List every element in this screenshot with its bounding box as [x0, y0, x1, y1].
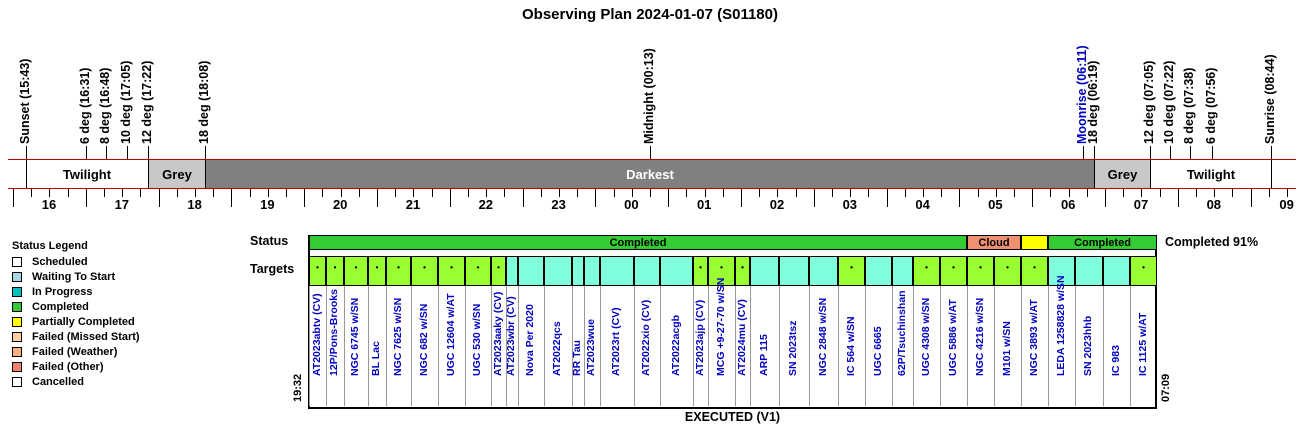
minute-tick — [504, 189, 505, 197]
target-divider — [1103, 286, 1104, 406]
target-cell[interactable] — [386, 256, 411, 286]
target-status-mark: • — [1006, 263, 1009, 272]
start-time: 19:32 — [292, 373, 304, 402]
target-status-mark: • — [952, 263, 955, 272]
event-tick — [1083, 146, 1084, 160]
target-divider — [892, 286, 893, 406]
legend-item — [12, 331, 140, 343]
completion-percent: Completed 91% — [1165, 235, 1259, 249]
minute-tick — [177, 189, 178, 197]
hour-label: 22 — [478, 197, 494, 212]
targets-row-label: Targets — [250, 262, 295, 276]
target-cell[interactable] — [940, 256, 967, 286]
minute-tick — [541, 189, 542, 197]
target-cell[interactable] — [634, 256, 660, 286]
target-cell[interactable] — [735, 256, 750, 286]
hour-label: 07 — [1133, 197, 1149, 212]
target-name[interactable]: 62P/Tsuchinshan — [896, 290, 908, 376]
event-tick — [205, 146, 206, 160]
minute-tick — [195, 189, 196, 197]
target-name[interactable]: AT2024mu (CV) — [736, 299, 748, 376]
target-name[interactable]: UGC 12604 w/AT — [445, 293, 457, 376]
legend-label: Partially Completed — [32, 316, 135, 328]
legend-item — [12, 286, 93, 298]
minute-tick — [341, 189, 342, 197]
hour-label: 18 — [187, 197, 202, 212]
target-divider — [660, 286, 661, 406]
minute-tick — [559, 189, 560, 197]
event-label: 12 deg (17:22) — [140, 60, 154, 144]
target-cell[interactable] — [584, 256, 600, 286]
target-divider — [1021, 286, 1022, 406]
target-status-mark: • — [979, 263, 982, 272]
target-cell[interactable] — [326, 256, 344, 286]
status-row-label: Status — [250, 234, 289, 248]
minute-tick — [432, 189, 433, 197]
minute-tick — [959, 189, 960, 207]
legend-item — [12, 316, 135, 328]
minute-tick — [122, 189, 123, 197]
minute-tick — [377, 189, 378, 207]
legend-swatch — [12, 332, 22, 342]
hour-label: 08 — [1206, 197, 1222, 212]
target-cell[interactable] — [344, 256, 368, 286]
minute-tick — [1160, 189, 1161, 197]
minute-tick — [814, 189, 815, 207]
target-cell[interactable] — [491, 256, 506, 286]
event-tick — [127, 146, 128, 160]
hour-label: 20 — [332, 197, 348, 212]
status-segment — [1021, 235, 1048, 250]
target-cell[interactable] — [518, 256, 544, 286]
minute-tick — [1123, 189, 1124, 197]
event-label: 8 deg (16:48) — [98, 67, 112, 144]
target-status-mark: • — [333, 263, 337, 272]
target-name[interactable]: M101 w/SN — [1001, 321, 1013, 376]
target-cell[interactable] — [779, 256, 809, 286]
minute-tick — [359, 189, 360, 197]
minute-tick — [1050, 189, 1051, 197]
target-divider — [940, 286, 941, 406]
legend-item — [12, 361, 104, 373]
event-label: Sunrise (08:44) — [1263, 54, 1277, 144]
minute-tick — [268, 189, 269, 197]
target-name[interactable]: NGC 682 w/SN — [418, 303, 430, 376]
target-divider — [600, 286, 601, 406]
legend-item — [12, 256, 88, 268]
minute-tick — [577, 189, 578, 197]
sky-band: Grey — [1095, 160, 1151, 188]
minute-tick — [31, 189, 32, 197]
legend-label: Scheduled — [32, 256, 88, 268]
target-name[interactable]: AT2023wbr (CV) — [505, 296, 517, 376]
target-status-mark: • — [354, 263, 358, 272]
event-label: Midnight (00:13) — [642, 48, 656, 144]
status-segment: Cloud — [967, 235, 1021, 250]
minute-tick — [1087, 189, 1088, 197]
target-cell[interactable] — [967, 256, 994, 286]
minute-tick — [941, 189, 942, 197]
target-status-mark: • — [850, 263, 853, 272]
minute-tick — [1287, 189, 1288, 197]
target-status-mark: • — [497, 263, 500, 272]
end-time: 07:09 — [1160, 373, 1172, 402]
target-divider — [411, 286, 412, 406]
legend-swatch — [12, 347, 22, 357]
target-status-mark: • — [699, 263, 702, 272]
event-tick — [1170, 146, 1171, 160]
minute-tick — [413, 189, 414, 197]
target-name[interactable]: AT2022qcs — [551, 321, 563, 376]
minute-tick — [1196, 189, 1197, 197]
hour-label: 04 — [915, 197, 930, 212]
sky-band: Grey — [149, 160, 206, 188]
target-name[interactable]: AT2022xio (CV) — [640, 299, 652, 376]
target-name[interactable]: NGC 6745 w/SN — [349, 297, 361, 376]
target-status-mark: • — [925, 263, 928, 272]
target-name[interactable]: SN 2023tsz — [787, 320, 799, 376]
legend-item — [12, 346, 117, 358]
target-name[interactable]: Nova Per 2020 — [524, 304, 536, 376]
minute-tick — [741, 189, 742, 207]
legend-label: Waiting To Start — [32, 271, 116, 283]
legend-swatch — [12, 257, 22, 267]
minute-tick — [923, 189, 924, 197]
target-name[interactable]: AT2023ajp (CV) — [694, 299, 706, 376]
target-status-mark: • — [720, 263, 723, 272]
target-status-mark: • — [450, 263, 453, 272]
target-divider — [544, 286, 545, 406]
hour-label: 03 — [842, 197, 858, 212]
target-divider — [994, 286, 995, 406]
minute-tick — [705, 189, 706, 197]
target-cell[interactable] — [544, 256, 572, 286]
event-label: 8 deg (07:38) — [1182, 67, 1196, 144]
target-name[interactable]: UGC 6665 — [872, 326, 884, 376]
sky-band: Darkest — [206, 160, 1095, 188]
target-divider — [1075, 286, 1076, 406]
event-tick — [1190, 146, 1191, 160]
target-cell[interactable] — [838, 256, 865, 286]
minute-tick — [887, 189, 888, 207]
event-label: 12 deg (07:05) — [1142, 60, 1156, 144]
target-divider — [913, 286, 914, 406]
hour-label: 21 — [405, 197, 421, 212]
minute-tick — [850, 189, 851, 197]
target-cell[interactable] — [368, 256, 386, 286]
hour-label: 19 — [260, 197, 275, 212]
hour-label: 02 — [769, 197, 785, 212]
minute-tick — [723, 189, 724, 197]
target-divider — [344, 286, 345, 406]
target-cell[interactable] — [693, 256, 708, 286]
target-cell[interactable] — [1103, 256, 1130, 286]
target-cell[interactable] — [994, 256, 1021, 286]
minute-tick — [650, 189, 651, 197]
hour-label: 05 — [988, 197, 1003, 212]
target-name[interactable]: NGC 2848 w/SN — [817, 297, 829, 376]
target-divider — [809, 286, 810, 406]
target-name[interactable]: UGC 530 w/SN — [471, 303, 483, 376]
minute-tick — [668, 189, 669, 207]
minute-tick — [686, 189, 687, 197]
event-label: Sunset (15:43) — [18, 58, 32, 144]
minute-tick — [1069, 189, 1070, 197]
minute-tick — [614, 189, 615, 197]
hour-label: 00 — [624, 197, 639, 212]
minute-tick — [832, 189, 833, 197]
target-name[interactable]: UGC 4308 w/SN — [920, 297, 932, 376]
target-name[interactable]: MCG +9-27-70 w/SN — [715, 277, 727, 376]
target-status-mark: • — [1033, 263, 1036, 272]
target-divider — [634, 286, 635, 406]
minute-tick — [996, 189, 997, 197]
minute-tick — [250, 189, 251, 197]
target-name[interactable]: AT2023wue — [585, 319, 597, 376]
minute-tick — [1032, 189, 1033, 207]
target-cell[interactable] — [1130, 256, 1157, 286]
event-label: 10 deg (17:05) — [119, 60, 133, 144]
target-divider — [1048, 286, 1049, 406]
minute-tick — [213, 189, 214, 197]
legend-swatch — [12, 317, 22, 327]
target-cell[interactable] — [572, 256, 584, 286]
minute-tick — [49, 189, 50, 197]
target-name[interactable]: SN 2023hhb — [1082, 315, 1094, 376]
target-cell[interactable] — [1075, 256, 1103, 286]
target-name[interactable]: 12P/Pons-Brooks — [328, 289, 340, 376]
target-cell[interactable] — [809, 256, 838, 286]
target-name[interactable]: AT2023aaky (CV) — [492, 291, 504, 376]
status-segment: Completed — [1048, 235, 1157, 250]
target-status-mark: • — [476, 263, 480, 272]
target-name[interactable]: IC 1125 w/AT — [1137, 312, 1149, 376]
target-name[interactable]: LEDA 1258828 w/SN — [1055, 275, 1067, 376]
minute-tick — [104, 189, 105, 197]
target-cell[interactable] — [506, 256, 518, 286]
target-cell[interactable] — [1021, 256, 1048, 286]
target-name[interactable]: NGC 3893 w/AT — [1028, 299, 1040, 376]
legend-label: Failed (Missed Start) — [32, 331, 140, 343]
minute-tick — [159, 189, 160, 207]
page-title: Observing Plan 2024-01-07 (S01180) — [522, 6, 778, 23]
target-name[interactable]: AT2022acgb — [670, 314, 682, 376]
legend-swatch — [12, 272, 22, 282]
minute-tick — [86, 189, 87, 207]
target-divider — [518, 286, 519, 406]
target-divider — [779, 286, 780, 406]
event-tick — [1094, 146, 1095, 160]
target-name[interactable]: NGC 4216 w/SN — [974, 297, 986, 376]
event-label: 6 deg (07:56) — [1204, 67, 1218, 144]
event-tick — [26, 146, 27, 160]
sky-band: Twilight — [26, 160, 149, 188]
target-divider — [465, 286, 466, 406]
event-label: Moonrise (06:11) — [1075, 45, 1089, 144]
minute-tick — [468, 189, 469, 197]
target-cell[interactable] — [411, 256, 438, 286]
hour-label: 16 — [41, 197, 57, 212]
target-cell[interactable] — [309, 256, 326, 286]
minute-tick — [523, 189, 524, 207]
minute-tick — [1251, 189, 1252, 207]
event-tick — [650, 146, 651, 160]
status-legend-title: Status Legend — [12, 240, 88, 252]
target-cell[interactable] — [865, 256, 892, 286]
target-status-mark: • — [423, 263, 426, 272]
minute-tick — [68, 189, 69, 197]
minute-tick — [777, 189, 778, 197]
event-tick — [1212, 146, 1213, 160]
target-name[interactable]: IC 983 — [1110, 345, 1122, 376]
event-tick — [148, 146, 149, 160]
minute-tick — [1232, 189, 1233, 197]
target-name[interactable]: AT2023abtv (CV) — [311, 293, 323, 376]
target-divider — [708, 286, 709, 406]
target-divider — [368, 286, 369, 406]
target-divider — [386, 286, 387, 406]
hour-label: 17 — [114, 197, 130, 212]
minute-tick — [1214, 189, 1215, 197]
legend-label: In Progress — [32, 286, 93, 298]
minute-tick — [978, 189, 979, 197]
minute-tick — [322, 189, 323, 197]
legend-swatch — [12, 377, 22, 387]
minute-tick — [1105, 189, 1106, 207]
status-segment: Completed — [309, 235, 967, 250]
target-cell[interactable] — [892, 256, 913, 286]
minute-tick — [395, 189, 396, 197]
target-cell[interactable] — [750, 256, 779, 286]
target-status-mark: • — [741, 263, 744, 272]
executed-label: EXECUTED (V1) — [684, 410, 781, 424]
minute-tick — [140, 189, 141, 197]
minute-tick — [905, 189, 906, 197]
event-tick — [86, 146, 87, 160]
minute-tick — [1178, 189, 1179, 207]
legend-item — [12, 271, 115, 283]
legend-label: Failed (Other) — [32, 361, 104, 373]
target-cell[interactable] — [465, 256, 491, 286]
minute-tick — [796, 189, 797, 197]
legend-swatch — [12, 302, 22, 312]
target-divider — [750, 286, 751, 406]
target-cell[interactable] — [600, 256, 634, 286]
hour-label: 01 — [696, 197, 712, 212]
target-name[interactable]: NGC 7625 w/SN — [392, 297, 404, 376]
target-name[interactable]: AT2023rt (CV) — [610, 307, 622, 376]
minute-tick — [13, 189, 14, 207]
minute-tick — [286, 189, 287, 197]
target-divider — [326, 286, 327, 406]
legend-item — [12, 301, 89, 313]
target-status-mark: • — [316, 263, 319, 272]
target-divider — [967, 286, 968, 406]
target-name[interactable]: UGC 5886 w/AT — [947, 299, 959, 376]
minute-tick — [1014, 189, 1015, 197]
hour-label: 23 — [551, 197, 566, 212]
minute-tick — [1269, 189, 1270, 197]
target-divider — [438, 286, 439, 406]
target-status-mark: • — [375, 263, 379, 272]
minute-tick — [304, 189, 305, 207]
minute-tick — [231, 189, 232, 207]
minute-tick — [1141, 189, 1142, 197]
target-name[interactable]: IC 564 w/SN — [845, 316, 857, 376]
legend-item — [12, 376, 84, 388]
target-divider — [865, 286, 866, 406]
event-tick — [106, 146, 107, 160]
timeline-bottom-line — [8, 188, 1296, 189]
band-edge — [26, 160, 27, 188]
minute-tick — [632, 189, 633, 197]
target-cell[interactable] — [438, 256, 465, 286]
sky-band: Twilight — [1151, 160, 1272, 188]
legend-swatch — [12, 287, 22, 297]
target-name[interactable]: ARP 115 — [758, 334, 770, 376]
target-status-mark: • — [1142, 263, 1145, 272]
legend-label: Cancelled — [32, 376, 84, 388]
minute-tick — [450, 189, 451, 207]
event-tick — [1271, 146, 1272, 160]
event-label: 6 deg (16:31) — [78, 67, 92, 144]
event-label: 10 deg (07:22) — [1162, 60, 1176, 144]
target-name[interactable]: RR Tau — [571, 340, 583, 376]
legend-swatch — [12, 362, 22, 372]
minute-tick — [486, 189, 487, 197]
legend-label: Failed (Weather) — [32, 346, 118, 358]
target-divider — [309, 286, 310, 406]
minute-tick — [759, 189, 760, 197]
target-divider — [1130, 286, 1131, 406]
target-cell[interactable] — [913, 256, 940, 286]
hour-label: 06 — [1060, 197, 1076, 212]
hour-label: 09 — [1279, 197, 1294, 212]
event-tick — [1150, 146, 1151, 160]
target-name[interactable]: BL Lac — [370, 341, 382, 376]
target-cell[interactable] — [660, 256, 693, 286]
minute-tick — [868, 189, 869, 197]
target-divider — [838, 286, 839, 406]
target-status-mark: • — [397, 263, 400, 272]
event-label: 18 deg (06:19) — [1086, 60, 1100, 144]
event-label: 18 deg (18:08) — [197, 60, 211, 144]
minute-tick — [595, 189, 596, 207]
legend-label: Completed — [32, 301, 89, 313]
